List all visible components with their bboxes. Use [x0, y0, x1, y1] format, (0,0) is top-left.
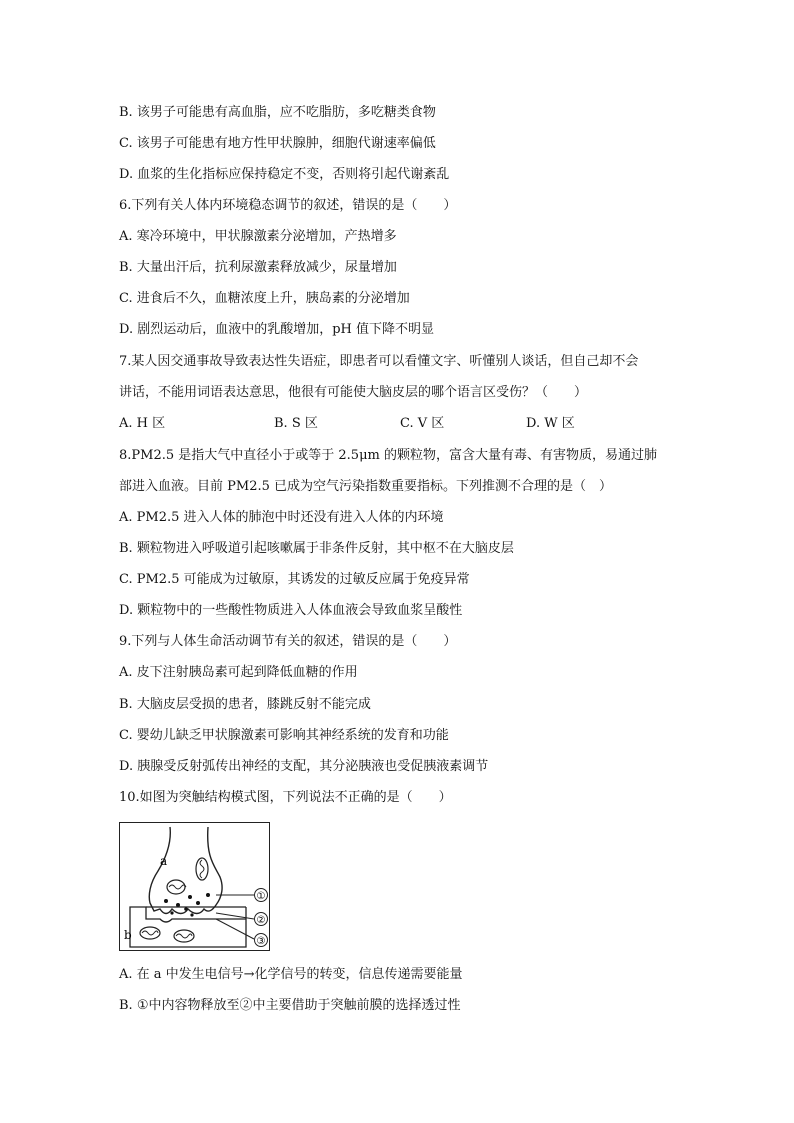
- q6-option-b: B. 大量出汗后，抗利尿激素释放减少，尿量增加: [119, 260, 397, 275]
- question-7-stem-line1: 7.某人因交通事故导致表达性失语症，即患者可以看懂文字、听懂别人谈话，但自己却不会: [119, 354, 639, 369]
- mitochondrion-2: [196, 858, 208, 880]
- q5-option-c: C. 该男子可能患有地方性甲状腺肿，细胞代谢速率偏低: [119, 136, 436, 151]
- mitochondrion-4: [174, 930, 194, 942]
- q7-option-b: B. S 区: [274, 416, 318, 431]
- q10-option-b: B. ①中内容物释放至②中主要借助于突触前膜的选择透过性: [119, 998, 461, 1013]
- q7-option-c: C. V 区: [400, 416, 445, 431]
- mitochondrion-3: [140, 927, 160, 939]
- presynaptic-terminal: [149, 827, 222, 914]
- q7-option-a: A. H 区: [119, 416, 166, 431]
- q8-option-c: C. PM2.5 可能成为过敏原，其诱发的过敏反应属于免疫异常: [119, 572, 470, 587]
- mitochondrion-1: [167, 880, 185, 894]
- synaptic-vesicles: [164, 893, 210, 917]
- q6-option-c: C. 进食后不久，血糖浓度上升，胰岛素的分泌增加: [119, 291, 410, 306]
- label-a: a: [160, 854, 168, 868]
- callout-3: ③: [256, 936, 266, 947]
- q9-option-d: D. 胰腺受反射弧传出神经的支配，其分泌胰液也受促胰液素调节: [119, 759, 489, 774]
- q6-option-d: D. 剧烈运动后，血液中的乳酸增加，pH 值下降不明显: [119, 322, 435, 337]
- q9-option-b: B. 大脑皮层受损的患者，膝跳反射不能完成: [119, 697, 371, 712]
- synapse-diagram: [119, 822, 270, 951]
- q5-option-d: D. 血浆的生化指标应保持稳定不变，否则将引起代谢紊乱: [119, 167, 450, 182]
- question-7-stem-line2: 讲话，不能用词语表达意思，他很有可能使大脑皮层的哪个语言区受伤？（ ）: [119, 385, 588, 400]
- question-9-stem: 9.下列与人体生命活动调节有关的叙述，错误的是（ ）: [119, 634, 457, 649]
- q8-option-a: A. PM2.5 进入人体的肺泡中时还没有进入人体的内环境: [119, 510, 444, 525]
- callout-1: ①: [256, 891, 266, 902]
- q9-option-a: A. 皮下注射胰岛素可起到降低血糖的作用: [119, 665, 358, 680]
- question-8-stem-line1: 8.PM2.5 是指大气中直径小于或等于 2.5μm 的颗粒物，富含大量有毒、有害物质，易通过肺: [119, 448, 657, 463]
- q8-option-b: B. 颗粒物进入呼吸道引起咳嗽属于非条件反射，其中枢不在大脑皮层: [119, 541, 514, 556]
- question-10-stem: 10.如图为突触结构模式图，下列说法不正确的是（ ）: [119, 790, 452, 805]
- q10-option-a: A. 在 a 中发生电信号→化学信号的转变，信息传递需要能量: [119, 967, 463, 982]
- q8-option-d: D. 颗粒物中的一些酸性物质进入人体血液会导致血浆呈酸性: [119, 603, 463, 618]
- q5-option-b: B. 该男子可能患有高血脂，应不吃脂肪，多吃糖类食物: [119, 105, 436, 120]
- label-b: b: [124, 928, 132, 942]
- q7-options-row: [119, 415, 719, 433]
- q9-option-c: C. 婴幼儿缺乏甲状腺激素可影响其神经系统的发育和功能: [119, 728, 449, 743]
- question-8-stem-line2: 部进入血液。目前 PM2.5 已成为空气污染指数重要指标。下列推测不合理的是（ ）: [119, 479, 612, 494]
- callout-2: ②: [256, 915, 266, 926]
- q7-option-d: D. W 区: [526, 416, 575, 431]
- question-6-stem: 6.下列有关人体内环境稳态调节的叙述，错误的是（ ）: [119, 198, 457, 213]
- q6-option-a: A. 寒冷环境中，甲状腺激素分泌增加，产热增多: [119, 229, 397, 244]
